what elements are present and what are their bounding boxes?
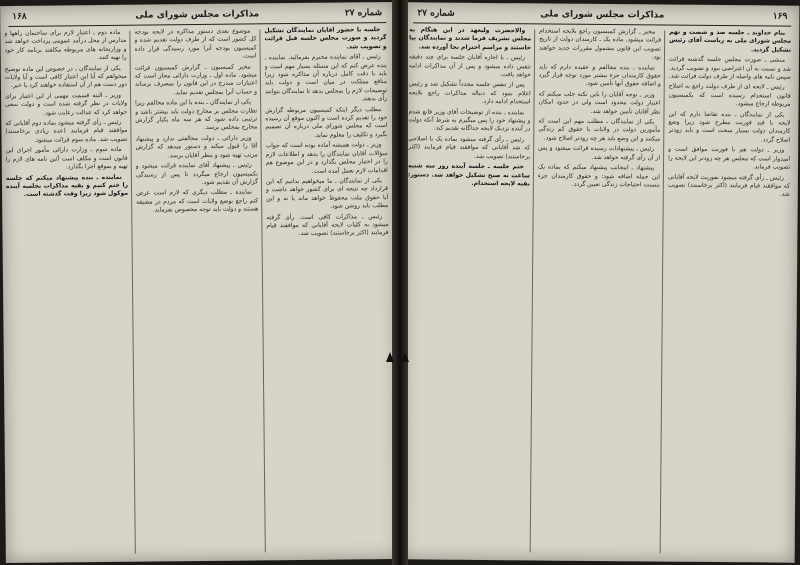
paragraph: ماده سوم ـ وزارت دارائی مأمور اجرای این قانون است و مکلف است آئین نامه های لازم را تهیه و بموقع اجرا بگذارد. [5, 146, 128, 171]
right-page-number: ۱۶۹ [772, 11, 788, 22]
right-page-header [413, 6, 791, 26]
paragraph: منشی ـ صورت مجلس جلسه گذشته قرائت شد و نسبت به آن اعتراضی نبود و تصویب گردید. سپس نامه های واصله از طرف دولت قرائت شد. [668, 55, 791, 81]
paragraph: نماینده ـ بنده از توضیحات آقای وزیر قانع شدم و پیشنهاد خود را پس میگیرم به شرط آنکه دولت در آینده نزدیک لایحه جداگانه تقدیم کند. [408, 107, 531, 133]
paragraph: رئیس ـ پیشنهادات رسیده قرائت میشود و پس از آن رأی گرفته خواهد شد. [538, 144, 661, 162]
text-column [4, 29, 132, 557]
right-page [401, 2, 800, 562]
left-page-issue: شماره ۲۷ [344, 8, 383, 19]
paragraph: مخبر ـ گزارش کمیسیون راجع بلایحه استخدام قرائت میشود. ماده یک ـ کارمندان دولت از تاریخ تصویب این قانون مشمول مقررات جدید خواهند بود. [539, 27, 662, 61]
paragraph: بنام خداوند ـ جلسه صد و شصت و نهم مجلس شورای ملی به ریاست آقای رئیس تشکیل گردید. [669, 28, 792, 54]
paragraph: والاحضرت ولیعهد در این هنگام به مجلس تشریف فرما شدند و نمایندگان بپا خاستند و مراسم احترام بجا آورده شد. [409, 26, 532, 52]
text-column [134, 27, 262, 555]
paragraph: یکی از نمایندگان ـ در خصوص این ماده توضیح میخواهم که آیا این اعتبار کافی است و آیا ولایات دور دست هم از آن استفاده خواهند کرد یا خیر. [4, 64, 127, 90]
paragraph: وزیر ـ البته قسمت مهمی از این اعتبار برای ولایات در نظر گرفته شده است و دولت سعی خواهد کرد که عدالت رعایت شود. [5, 91, 128, 117]
left-page [0, 2, 400, 563]
binding-gutter [392, 0, 408, 565]
paragraph: رئیس ـ رأی گرفته میشود بماده دوم آقایانی که موافقند قیام فرمایند (عده زیادی برخاستند) تصویب شد. ماده سوم قرائت میشود. [5, 118, 128, 144]
paragraph: نماینده ـ بنده پیشنهاد میکنم که جلسه را ختم کنیم و بقیه مذاکرات بجلسه آینده موکول شود زیرا وقت گذشته است. [5, 173, 129, 199]
left-page-title: مذاکرات مجلس شورای ملی [135, 9, 260, 21]
paragraph: ماده دوم ـ اعتبار لازم برای ساختمان راهها و مدارس از محل درآمد عمومی پرداخت خواهد شد و وزارتخانه های مربوطه مکلفند برنامه کار خود را تهیه کنند. [4, 28, 127, 62]
left-page-columns [4, 26, 391, 557]
paragraph: ختم جلسه ـ جلسه آینده روز سه شنبه ساعت نه صبح تشکیل خواهد شد. دستور: بقیه لایحه استخدام. [407, 162, 530, 188]
right-page-issue: شماره ۲۷ [417, 8, 455, 19]
text-column [665, 29, 792, 557]
paragraph: وزیر ـ دولت همیشه آماده بوده است که جواب سؤالات آقایان نمایندگان را بدهد و اطلاعات لازم را در اختیار مجلس بگذارد و در این موضوع هم اقدامات لازم بعمل آمده است. [265, 141, 388, 175]
paragraph: یکی از نمایندگان ـ بنده تقاضا دارم که این لایحه با قید فوریت مطرح شود زیرا وضع کارمندان دولت بسیار سخت است و باید زودتر اصلاح گردد. [668, 110, 791, 144]
paragraph: موضوع بعدی دستور مذاکره در لایحه بودجه کل کشور است که از طرف دولت تقدیم شده و کمیسیون بودجه آنرا مورد رسیدگی قرار داده است. [134, 27, 257, 60]
paragraph: یکی از نمایندگان ـ ما میخواهیم بدانیم که این قرارداد چه نتیجه ای برای کشور خواهد داشت و آیا حقوق ملت محفوظ خواهد ماند یا نه و این مطلب باید روشن شود. [265, 176, 389, 210]
paragraph: رئیس ـ لایحه ای از طرف دولت راجع به اصلاح قانون استخدام رسیده است که بکمیسیون مربوطه ارجاع میشود. [668, 83, 791, 108]
paragraph: یکی از نمایندگان ـ مطلب مهم این است که مأمورین دولت در ولایات با حقوق کم زندگی میکنند و این وضع باید هر چه زودتر اصلاح شود. [538, 117, 661, 143]
paragraph: پیشنهاد ـ اینجانب پیشنهاد میکنم که بماده یک این جمله اضافه شود: و حقوق کارمندان جزء بنسبت احتیاجات زندگی تعیین گردد. [537, 163, 660, 189]
paragraph: وزیر ـ دولت هم با فوریت موافق است و امیدوار است که مجلس هر چه زودتر این لایحه را تصویب فرماید. [668, 145, 791, 171]
paragraph: رئیس ـ پیشنهاد آقای نماینده قرائت میشود و بکمیسیون ارجاع میگردد تا پس از رسیدگی گزارش آن تقدیم شود. [135, 161, 258, 186]
left-page-number: ۱۶۸ [12, 11, 27, 22]
right-page-columns [409, 26, 792, 556]
text-column [264, 26, 392, 554]
paragraph: پس از تنفس جلسه مجدداً تشکیل شد و رئیس اعلام نمود که دنباله مذاکرات راجع بلایحه استخدام ادامه دارد. [408, 80, 531, 106]
text-column [535, 27, 662, 555]
paragraph: یکی از نمایندگان ـ بنده با این ماده مخالفم زیرا نظارت مجلس بر مخارج دولت باید بیشتر باشد و ترتیبی داده شود که هر سه ماه یکبار گزارش مخارج بمجلس برسد. [135, 98, 258, 132]
paragraph: رئیس ـ با اجازه آقایان جلسه برای چند دقیقه تنفس داده میشود و پس از آن مذاکرات ادامه خواهد یافت. [408, 53, 531, 79]
right-page-title: مذاکرات مجلس شورای ملی [540, 9, 665, 21]
paragraph: رئیس ـ مذاکرات کافی است. رأی گرفته میشود به کلیات لایحه آقایانی که موافقند قیام فرمایند (اکثر برخاستند) تصویب شد. [266, 212, 389, 238]
paragraph: رئیس ـ رأی گرفته میشود بماده یک با اصلاحی که شد آقایانی که موافقند قیام فرمایند (اکثر برخاستند) تصویب شد. [408, 135, 531, 161]
text-column [405, 26, 532, 554]
paragraph: وزیر ـ توجه آقایان را باین نکته جلب میکنم که اعتبار دولت محدود است ولی در حدود امکان نظر آقایان تأمین خواهد شد. [538, 90, 661, 116]
paragraph: نماینده ـ بنده مخالفم و عقیده دارم که باید حقوق کارمندان جزء بیشتر مورد توجه قرار گیرد و اضافه حقوق آنها تأمین شود. [538, 63, 661, 88]
paragraph: مخبر کمیسیون ـ گزارش کمیسیون قرائت میشود. ماده اول ـ وزارت دارائی مجاز است که اعتبارات مندرج در این قانون را بمصرف برساند و حساب آنرا بمجلس تقدیم نماید. [134, 63, 258, 97]
paragraph: رئیس ـ رأی گرفته میشود بفوریت لایحه آقایانی که موافقند قیام فرمایند (اکثر برخاستند) تصویب شد. [667, 173, 790, 198]
paragraph: مطلب دیگر اینکه کمیسیون مربوطه گزارش خود را تقدیم کرده است و اکنون موقع آن رسیده است که مجلس شورای ملی درباره آن تصمیم بگیرد و تکلیف را معلوم نماید. [265, 105, 388, 139]
left-page-header [8, 6, 386, 27]
paragraph: رئیس ـ آقای نماینده محترم بفرمائید. نماینده ـ بنده عرض کنم که این مسئله بسیار مهم است و باید با دقت کامل درباره آن مذاکره شود زیرا منافع مملکت در میان است و دولت باید توضیحات لازم را بمجلس بدهد تا نمایندگان بتوانند رأی بدهند. [264, 53, 388, 103]
paragraph: جلسه با حضور آقایان نمایندگان تشکیل گردید و صورت مجلس جلسه قبل قرائت و تصویب شد. [264, 26, 387, 51]
paragraph: نماینده ـ مطلب دیگری که لازم است عرض کنم راجع بوضع ولایات است که مردم در مضیقه هستند و دولت باید توجه مخصوص بفرماید. [136, 188, 259, 214]
paragraph: وزیر دارائی ـ دولت مخالفتی ندارد و پیشنهاد آقا را قبول میکند و دستور میدهد که گزارش مرتب تهیه شود و بنظر آقایان برسد. [135, 134, 258, 160]
